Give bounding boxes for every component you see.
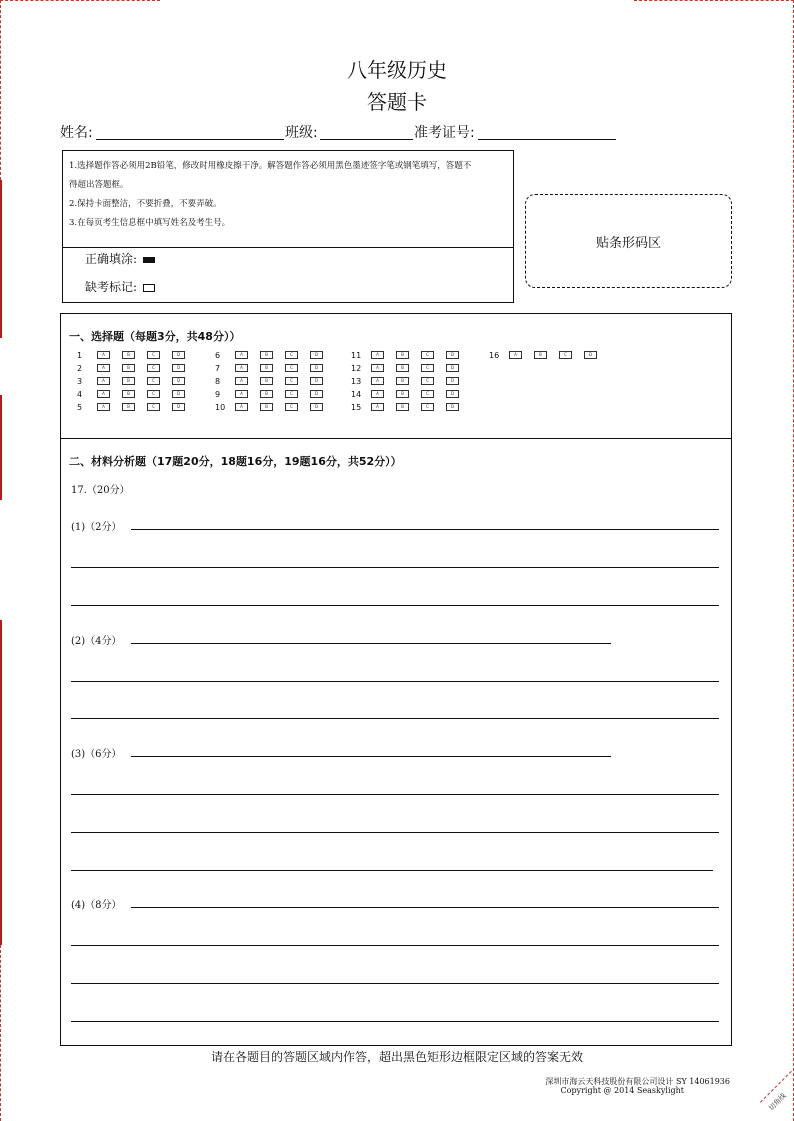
option-bubble-a[interactable]: A (235, 377, 248, 385)
question-number: 13 (351, 376, 362, 386)
option-bubble-c[interactable]: C (421, 364, 434, 372)
choice-question (351, 376, 471, 386)
q17-label: 17.（20分） (71, 485, 130, 496)
instruction-line: 2.保持卡面整洁，不要折叠，不要弄破。 (69, 199, 222, 209)
option-bubble-c[interactable]: C (285, 390, 298, 398)
option-bubble-d[interactable]: D (172, 403, 185, 411)
option-bubble-c[interactable]: C (421, 390, 434, 398)
question-number: 16 (489, 350, 500, 360)
option-bubble-c[interactable]: C (147, 390, 160, 398)
part-3-label: (3)（6分） (71, 749, 122, 760)
question-number: 2 (77, 363, 83, 373)
answer-line[interactable] (71, 1021, 719, 1022)
correct-fill-row (85, 250, 155, 267)
option-bubble-b[interactable]: B (122, 390, 135, 398)
option-bubble-d[interactable]: D (310, 364, 323, 372)
section1-title: 一、选择题（每题3分，共48分）） (69, 330, 241, 343)
choice-question (351, 363, 471, 373)
part-4-label: (4)（8分） (71, 900, 122, 911)
option-bubble-a[interactable]: A (371, 364, 384, 372)
class-label: 班级: (285, 125, 318, 141)
choice-question (77, 363, 197, 373)
option-bubble-c[interactable]: C (285, 403, 298, 411)
absent-mark-row (85, 278, 155, 295)
cut-corner-label: 切角线 (767, 1091, 788, 1113)
answer-line[interactable] (71, 945, 719, 946)
option-bubble-b[interactable]: B (396, 403, 409, 411)
left-edge-dash-bottom (0, 945, 1, 1121)
option-bubble-b[interactable]: B (396, 364, 409, 372)
option-bubble-d[interactable]: D (446, 377, 459, 385)
option-bubble-d[interactable]: D (446, 390, 459, 398)
answer-line[interactable] (131, 907, 719, 908)
choice-question (489, 350, 609, 360)
instructions-box (62, 150, 514, 248)
option-bubble-c[interactable]: C (421, 351, 434, 359)
correct-fill-label: 正确填涂: (85, 252, 138, 266)
question-number: 12 (351, 363, 362, 373)
answer-line[interactable] (71, 567, 719, 568)
material-analysis-section (60, 438, 732, 1046)
option-bubble-b[interactable]: B (396, 390, 409, 398)
question-number: 6 (215, 350, 221, 360)
option-bubble-d[interactable]: D (310, 377, 323, 385)
answer-line[interactable] (71, 605, 719, 606)
answer-line[interactable] (71, 870, 713, 871)
choice-question (215, 350, 335, 360)
option-bubble-b[interactable]: B (396, 351, 409, 359)
answer-line[interactable] (71, 832, 719, 833)
copyright-credit: Copyright @ 2014 Seaskylight (560, 1086, 684, 1095)
option-bubble-a[interactable]: A (371, 377, 384, 385)
class-field[interactable] (320, 139, 413, 140)
top-left-cut-line (0, 0, 160, 1)
option-bubble-c[interactable]: C (147, 364, 160, 372)
instruction-line: 3.在每页考生信息框中填写姓名及考生号。 (69, 218, 231, 228)
option-bubble-b[interactable]: B (122, 377, 135, 385)
option-bubble-b[interactable]: B (260, 377, 273, 385)
name-field[interactable] (96, 139, 284, 140)
choice-question (77, 376, 197, 386)
instruction-line: 得超出答题框。 (69, 180, 129, 190)
left-edge-mark-1 (0, 180, 2, 338)
option-bubble-d[interactable]: D (310, 403, 323, 411)
id-field[interactable] (478, 139, 616, 140)
choice-question (77, 402, 197, 412)
option-bubble-d[interactable]: D (446, 351, 459, 359)
option-bubble-c[interactable]: C (285, 351, 298, 359)
option-bubble-b[interactable]: B (122, 403, 135, 411)
option-bubble-a[interactable]: A (371, 403, 384, 411)
choice-question (215, 363, 335, 373)
choice-question (215, 376, 335, 386)
option-bubble-a[interactable]: A (371, 390, 384, 398)
option-bubble-a[interactable]: A (97, 377, 110, 385)
option-bubble-b[interactable]: B (260, 403, 273, 411)
name-label: 姓名: (60, 125, 93, 141)
option-bubble-d[interactable]: D (172, 364, 185, 372)
option-bubble-c[interactable]: C (421, 377, 434, 385)
answer-line[interactable] (71, 681, 719, 682)
fill-example-box (62, 247, 514, 303)
choice-question (77, 350, 197, 360)
option-bubble-a[interactable]: A (235, 364, 248, 372)
question-number: 7 (215, 363, 221, 373)
choice-question (77, 389, 197, 399)
top-right-cut-line (634, 0, 794, 1)
barcode-label: 贴条形码区 (595, 235, 661, 251)
question-number: 1 (77, 350, 83, 360)
option-bubble-c[interactable]: C (147, 377, 160, 385)
option-bubble-a[interactable]: A (97, 403, 110, 411)
option-bubble-d[interactable]: D (310, 351, 323, 359)
option-bubble-a[interactable]: A (509, 351, 522, 359)
filled-mark-icon (143, 257, 155, 263)
option-bubble-a[interactable]: A (97, 351, 110, 359)
option-bubble-b[interactable]: B (122, 351, 135, 359)
option-bubble-c[interactable]: C (285, 364, 298, 372)
answer-line[interactable] (71, 983, 719, 984)
section2-title: 二、材料分析题（17题20分，18题16分，19题16分，共52分）） (69, 455, 402, 468)
answer-line[interactable] (71, 718, 719, 719)
question-number: 11 (351, 350, 362, 360)
part-2-label: (2)（4分） (71, 636, 122, 647)
option-bubble-a[interactable]: A (97, 390, 110, 398)
question-number: 14 (351, 389, 362, 399)
part-1-label: (1)（2分） (71, 522, 122, 533)
option-bubble-b[interactable]: B (122, 364, 135, 372)
answer-line[interactable] (71, 794, 719, 795)
answer-line[interactable] (131, 643, 611, 644)
option-bubble-d[interactable]: D (446, 403, 459, 411)
question-number: 15 (351, 402, 362, 412)
page-subtitle: 答题卡 (367, 90, 427, 114)
question-number: 4 (77, 389, 83, 399)
option-bubble-c[interactable]: C (147, 351, 160, 359)
option-bubble-d[interactable]: D (584, 351, 597, 359)
question-number: 5 (77, 402, 83, 412)
left-edge-mark-3 (0, 620, 2, 945)
option-bubble-b[interactable]: B (396, 377, 409, 385)
id-label: 准考证号: (414, 125, 475, 141)
option-bubble-b[interactable]: B (534, 351, 547, 359)
choice-question (215, 402, 335, 412)
barcode-area (525, 194, 732, 288)
option-bubble-d[interactable]: D (310, 390, 323, 398)
absent-mark-label: 缺考标记: (85, 280, 138, 294)
option-bubble-c[interactable]: C (421, 403, 434, 411)
left-edge-mark-2 (0, 395, 2, 500)
page-title: 八年级历史 (347, 58, 447, 82)
company-credit: 深圳市海云天科技股份有限公司设计 SY 14061936 (545, 1077, 730, 1086)
question-number: 10 (215, 402, 226, 412)
option-bubble-d[interactable]: D (172, 390, 185, 398)
choice-question (351, 389, 471, 399)
choice-question (351, 402, 471, 412)
question-number: 8 (215, 376, 221, 386)
option-bubble-c[interactable]: C (147, 403, 160, 411)
choice-question (351, 350, 471, 360)
option-bubble-d[interactable]: D (172, 351, 185, 359)
option-bubble-b[interactable]: B (260, 351, 273, 359)
option-bubble-c[interactable]: C (559, 351, 572, 359)
multiple-choice-section (60, 313, 732, 439)
option-bubble-a[interactable]: A (235, 351, 248, 359)
option-bubble-d[interactable]: D (172, 377, 185, 385)
option-bubble-c[interactable]: C (285, 377, 298, 385)
question-number: 3 (77, 376, 83, 386)
option-bubble-b[interactable]: B (260, 390, 273, 398)
question-number: 9 (215, 389, 221, 399)
answer-line[interactable] (131, 529, 719, 530)
answer-line[interactable] (131, 756, 611, 757)
option-bubble-a[interactable]: A (97, 364, 110, 372)
absent-checkbox[interactable] (143, 284, 155, 292)
option-bubble-a[interactable]: A (235, 390, 248, 398)
option-bubble-b[interactable]: B (260, 364, 273, 372)
footer-notice: 请在各题目的答题区域内作答，超出黑色矩形边框限定区域的答案无效 (210, 1050, 583, 1064)
option-bubble-d[interactable]: D (446, 364, 459, 372)
option-bubble-a[interactable]: A (235, 403, 248, 411)
instruction-line: 1.选择题作答必须用2B铅笔，修改时用橡皮擦干净。解答题作答必须用黑色墨迹签字笔或钢笔填写，答题不 (69, 161, 472, 171)
option-bubble-a[interactable]: A (371, 351, 384, 359)
choice-question (215, 389, 335, 399)
